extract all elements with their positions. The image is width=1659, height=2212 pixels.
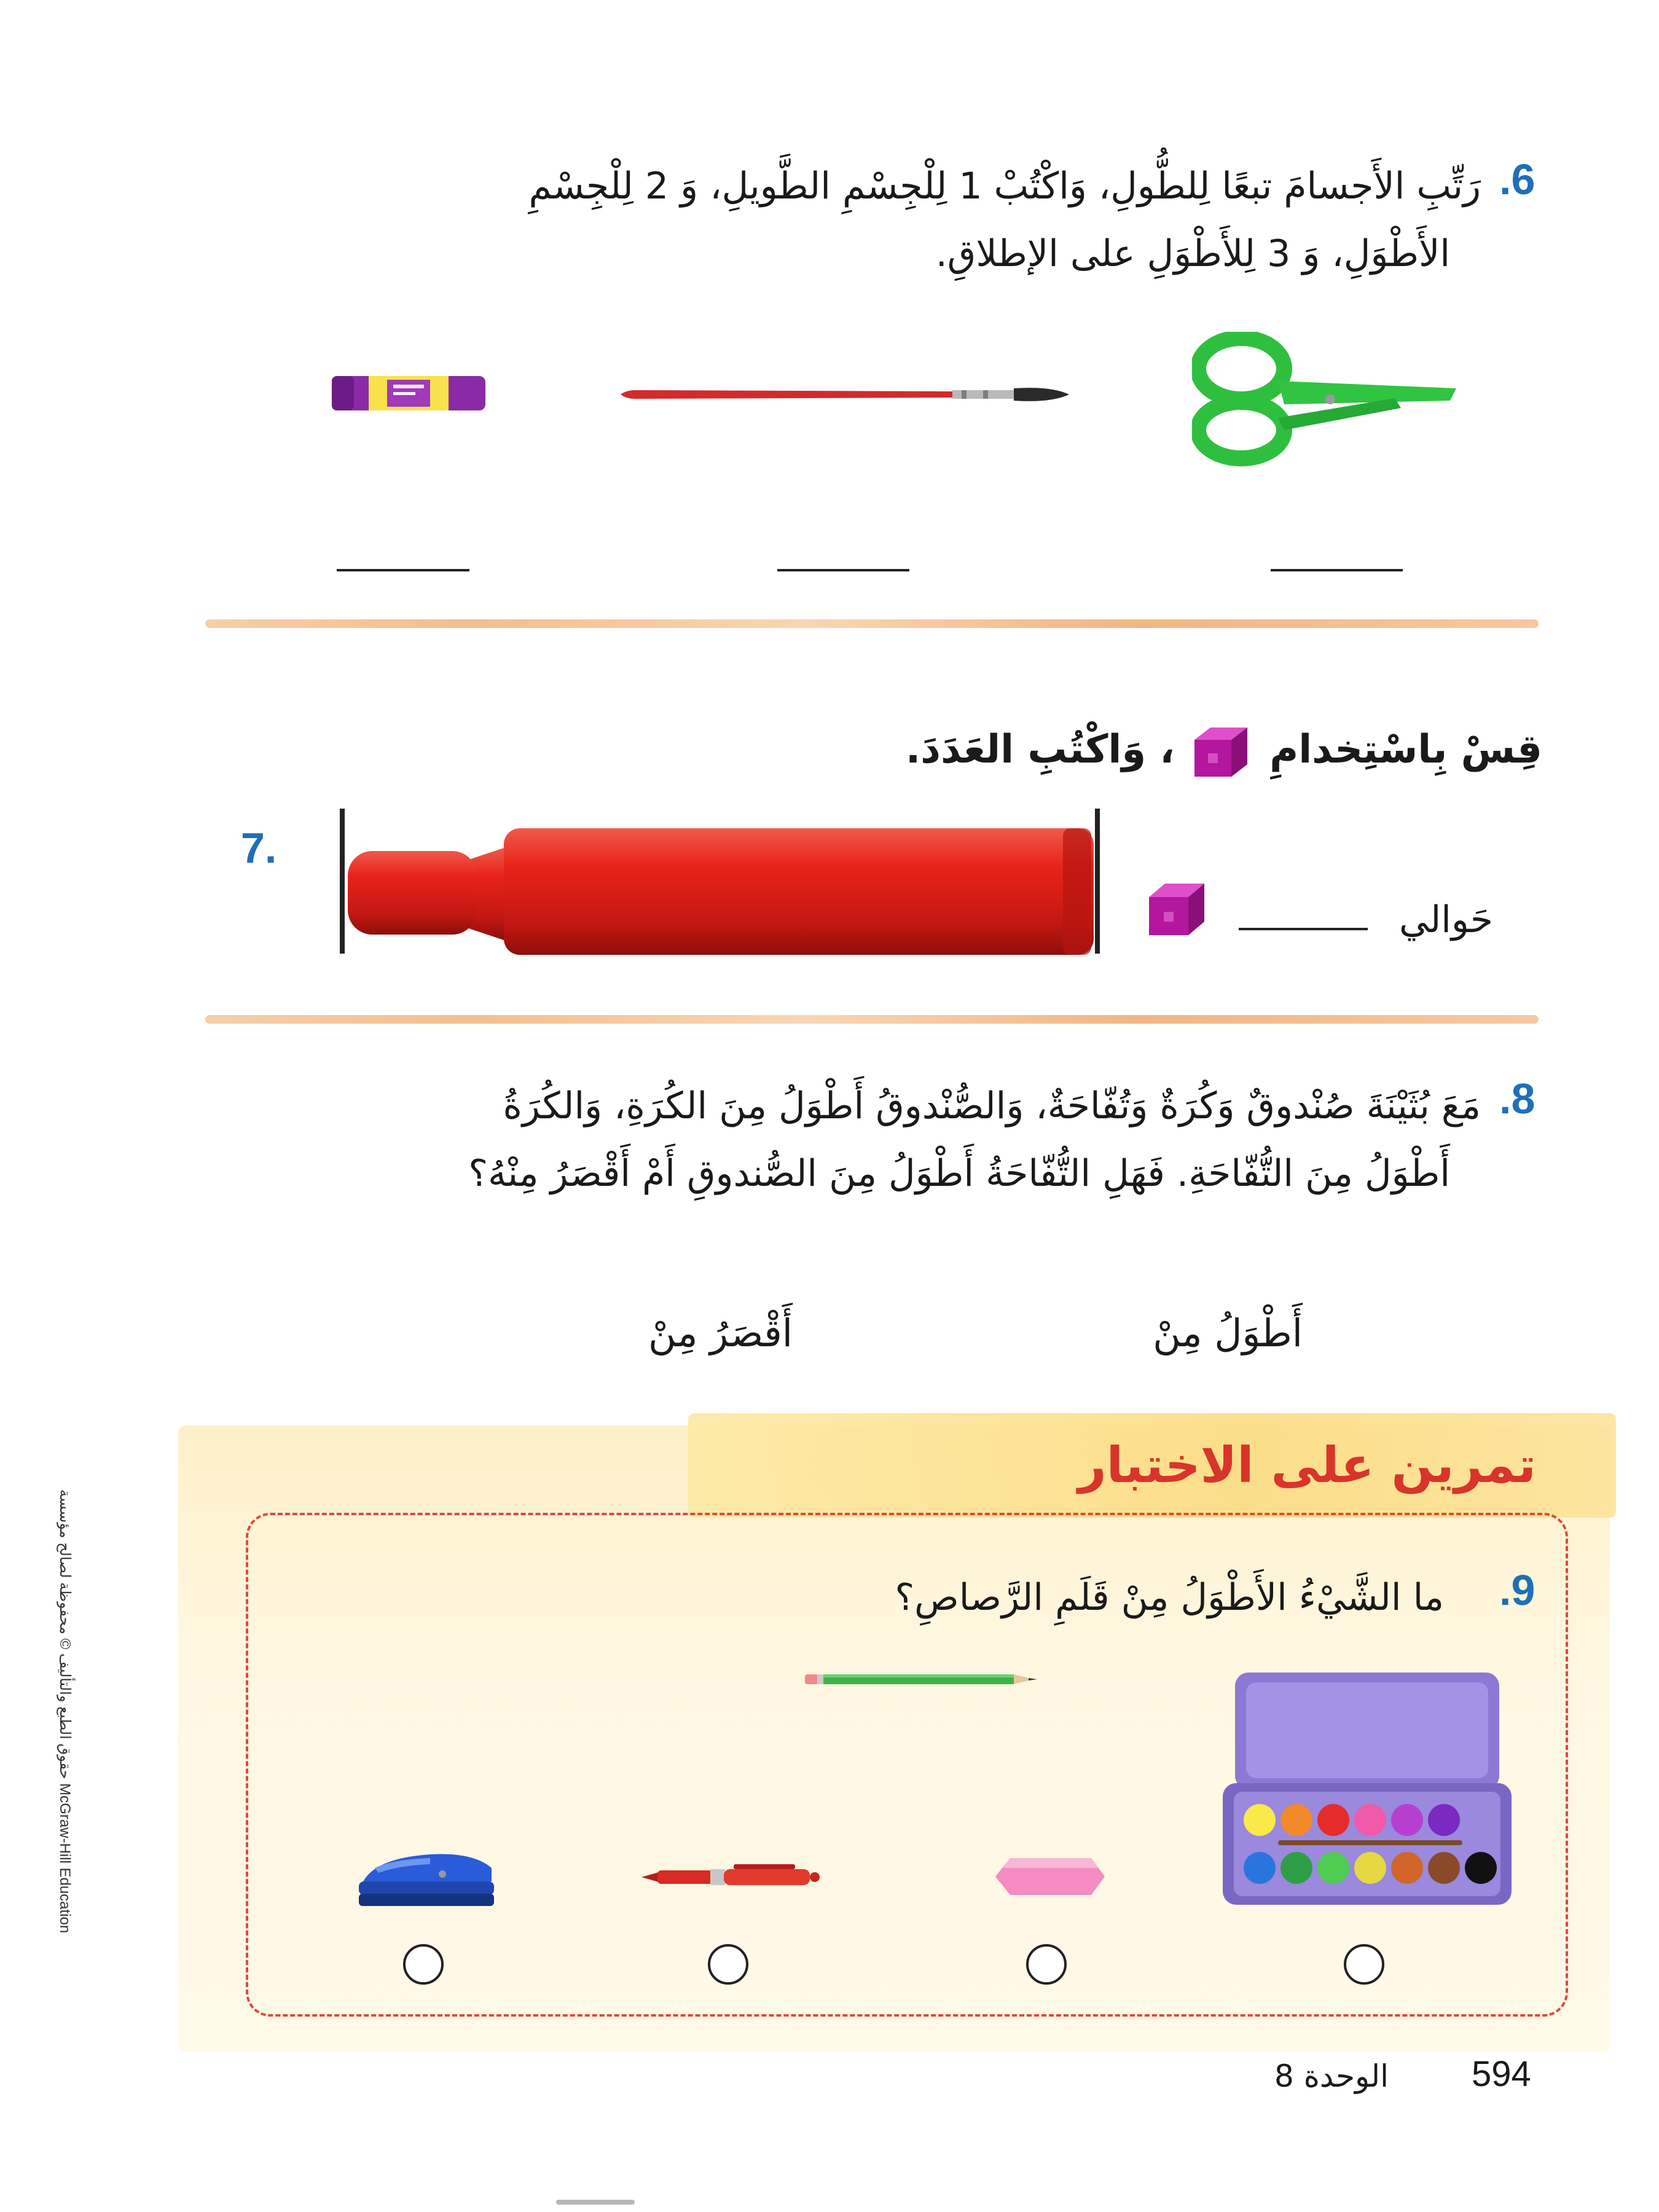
section-divider [205, 619, 1539, 628]
answer-option-stapler[interactable] [403, 1944, 444, 1985]
stapler-image [356, 1843, 498, 1911]
answer-option-pen[interactable] [708, 1944, 748, 1985]
unit-label: الوحدة 8 [1274, 2058, 1389, 2094]
option-longer-than[interactable]: أَطْوَلُ مِنْ [1153, 1311, 1303, 1355]
answer-option-paint-box[interactable] [1344, 1944, 1384, 1985]
question-8-text-line1: مَعَ بُثَيْنَةَ صُنْدوقٌ وَكُرَةٌ وَتُفّاحَةٌ، وَالصُّنْدوقُ أَطْوَلُ مِنَ الكُرَةِ، وَالكُرَةُ [503, 1084, 1481, 1128]
question-8-text-line2: أَطْوَلُ مِنَ التُّفّاحَةِ. فَهَلِ التُّفّاحَةُ أَطْوَلُ مِنَ الصُّندوقِ أَمْ أَقْصَرُ مِنْهُ؟ [468, 1152, 1450, 1195]
scissors-image [1192, 332, 1462, 467]
cube-unit-icon-q7 [1143, 879, 1210, 938]
question-6-text-line2: الأَطْوَلِ، وَ 3 لِلأَطْوَلِ على الإطلاقِ. [935, 232, 1450, 275]
question-8-number: .8 [1499, 1075, 1535, 1123]
question-6-number: .6 [1499, 155, 1535, 203]
section-divider [205, 1015, 1539, 1024]
measure-instruction-after: ، وَاكْتُبِ العَدَدَ. [905, 727, 1175, 772]
measure-instruction [905, 716, 1542, 783]
page-number: 594 [1472, 2054, 1531, 2094]
practice-title: تمرين على الاختبار [1078, 1437, 1536, 1494]
home-indicator-bar[interactable] [556, 2200, 635, 2205]
paint-brush-image [621, 382, 1069, 407]
question-9-text: ما الشَّيْءُ الأَطْوَلُ مِنْ قَلَمِ الرَّصاصِ؟ [895, 1576, 1444, 1619]
pen-image [641, 1863, 820, 1891]
answer-blank-scissors[interactable] [1271, 569, 1403, 571]
answer-blank-glue-stick[interactable] [337, 569, 469, 571]
approx-label: حَوالي [1398, 898, 1493, 941]
copyright-side-text: حقوق الطبع والتأليف © محفوظة لصالح مؤسسة McGraw-Hill Education [57, 1489, 73, 1934]
paint-box-image [1223, 1673, 1512, 1906]
answer-option-eraser[interactable] [1026, 1944, 1067, 1985]
cube-unit-icon [1188, 724, 1256, 779]
measure-instruction-before: قِسْ بِاسْتِخدامِ [1269, 727, 1542, 772]
eraser-image [993, 1854, 1107, 1899]
question-6-text-line1: رَتِّبِ الأَجسامَ تبعًا لِلطُّولِ، وَاكْتُبْ 1 لِلْجِسْمِ الطَّويلِ، وَ 2 لِلْجِسْمِ [528, 165, 1481, 208]
measure-right-line [1095, 809, 1100, 954]
question-7-number: 7. [241, 824, 277, 872]
red-marker-image [344, 823, 1095, 960]
option-shorter-than[interactable]: أَقْصَرُ مِنْ [648, 1311, 793, 1355]
question-9-number: .9 [1499, 1566, 1535, 1614]
answer-blank-paint-brush[interactable] [777, 569, 909, 571]
pencil-image [805, 1671, 1038, 1687]
answer-blank-cube-count[interactable] [1239, 928, 1368, 930]
glue-stick-image [332, 372, 485, 415]
